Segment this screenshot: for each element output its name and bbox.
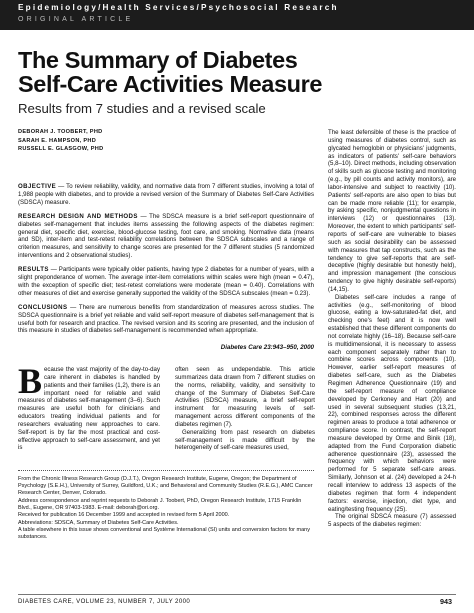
body-paragraph: Diabetes self-care includes a range of activities (e.g., self-monitoring of blood glucose, eating a low-saturated-fat diet, and checking one's feet) and it is now well established that these different components do not correlate highly (16–18). Because self-care is multidimensional, it is necessary to assess each component separately rather than to combine scores across components (10). However, earlier self-report measures of diabetes self-care, such as the Diabetes Regimen Adherence Questionnaire (19) and the self-report measure of compliance developed by Cerkoney and Hart (20) and used in several subsequent studies (13,21, 22), combined responses across the different regimen areas to produce a total adherence or compliance score. In contrast, the self-report measure developed by Orme and Binik (18), adapted from the Fund Corporation diabetic adherence questionnaire (23), assessed the frequency with which behaviors were performed for 5 separate self-care areas. Similarly, Johnson et al. (24) developed a 24-h recall interview to address 13 aspects of the diabetes regimen that form 4 independent factors: exercise, injection, diet type, and eating/testing frequency (25). <box>328 293 456 513</box>
footnote: Abbreviations: SDSCA, Summary of Diabetes Self-Care Activities. <box>18 519 179 526</box>
abstract-methods <box>18 213 314 260</box>
drop-cap: B <box>18 361 43 401</box>
article-title: The Summary of Diabetes Self-Care Activities Measure <box>18 47 323 97</box>
article-subtitle: Results from 7 studies and a revised scale <box>18 101 266 116</box>
footnote-divider <box>18 470 314 471</box>
journal-citation: Diabetes Care 23:943–950, 2000 <box>220 344 314 351</box>
body-column-left <box>18 361 160 452</box>
body-paragraph: The original SDSCA measure (7) assessed 5 aspects of the diabetes regimen: <box>328 513 456 529</box>
results-text: — Participants were typically older patients, having type 2 diabetes for a number of years, with a slight preponderance of women. The average inter-item correlations within scales were high (mean = 0.47), with the exception of specific diet; test-retest correlations were moderate (mean = 0.40). Correlations with other measures of diet and exercise generally supported the validity of the SDSCA subscales (mean = 0.23). <box>18 266 314 297</box>
footnote: Address correspondence and reprint requests to Deborah J. Toobert, PhD, Oregon Research Institute, 1715 Franklin Blvd., Eugene, OR 97403-1983. E-mail: deborah@ori.org. <box>18 497 302 511</box>
abstract-objective <box>18 183 314 207</box>
page-number: 943 <box>440 597 452 606</box>
footer-journal-info: DIABETES CARE, VOLUME 23, NUMBER 7, JULY 2000 <box>18 598 191 605</box>
footnote: A table elsewhere in this issue shows conventional and Système International (SI) units and conversion factors for many substances. <box>18 527 310 541</box>
body-paragraph: The least defensible of these is the practice of using measures of diabetes control, such as glycated hemoglobin or physicians' judgments, as indicators of patients' self-care behaviors (5,8–10). Direct methods, including observation of skills such as glucose testing and monitoring (e.g., by pill counts and activity monitors), are labor-intensive and subject to reactivity (10). Patients' self-reports are also open to bias but can be made more reliable (11); for example, by asking specific, nonjudgmental questions in interviews (12) or questionnaires (13). Moreover, the extent to which participants' self-reports of self-care are vulnerable to biases such as social desirability can be assessed with measures that tap constructs, such as the tendency to give self-reports that are self-deceptive (highly desirable but honestly held), and impression management (the conscious tendency to give highly desirable self-reports) (14,15). <box>328 129 456 293</box>
body-text: often seen as undependable. This article summarizes data drawn from 7 different studies on the norms, reliability, validity, and sensitivity to change of the Summary of Diabetes Self-Care Activities (SDSCA) measure, a brief self-report instrument for measuring levels of self-management across different components of the diabetes regimen (7). <box>175 366 315 428</box>
abstract-conclusions <box>18 304 314 335</box>
objective-text: — To review reliability, validity, and normative data from 7 different studies, involving a total of 1,988 people with diabetes, and to provide a revised version of the Summary of Diabetes Self-Care Activities (SDSCA) measure. <box>18 183 314 206</box>
conclusions-text: — There are numerous benefits from standardization of measures across studies. The SDSCA questionnaire is a brief yet reliable and valid self-report measure of diabetes self-management that is useful both for research and practice. The revised version and its scoring are presented, and the inclusion of this measure in studies of diabetes self-management is recommended when appropriate. <box>18 303 314 335</box>
article-type: ORIGINAL ARTICLE <box>18 16 134 23</box>
footnote: Received for publication 16 December 1999 and accepted in revised form 5 April 2000. <box>18 512 230 519</box>
methods-label: RESEARCH DESIGN AND METHODS <box>18 212 138 220</box>
objective-label: OBJECTIVE <box>18 183 57 190</box>
body-text: Generalizing from past research on diabetes self-management is made difficult by the heterogeneity of self-care measures used, <box>175 428 315 452</box>
abstract-results <box>18 266 314 297</box>
conclusions-label: CONCLUSIONS <box>18 303 68 311</box>
body-text: ecause the vast majority of the day-to-day care inherent in diabetes is handled by patients and their families (1,2), there is an important need for reliable and valid measures of diabetes self-management (3–6). Such measures are useful both for clinicians and educators treating individual patients and for researchers evaluating new approaches to care. Self-report is by far the most practical and cost-effective approach to self-care assessment, and yet is <box>18 366 160 452</box>
footnotes <box>18 476 314 542</box>
abstract <box>18 183 314 342</box>
section-heading: Epidemiology/Health Services/Psychosocial Research <box>18 3 339 12</box>
author: DEBORAH J. TOOBERT, PHD <box>18 129 103 135</box>
author-list <box>18 128 103 154</box>
footer-rule <box>18 594 456 595</box>
body-column-middle <box>175 366 315 452</box>
results-label: RESULTS <box>18 266 49 274</box>
methods-text: — The SDSCA measure is a brief self-report questionnaire of diabetes self-management that includes items assessing the following aspects of the diabetes regimen: general diet, specific diet, exercise, blood-glucose testing, foot care, and smoking. Normative data (means and SD), inter-item and test-retest reliability correlations between the SDSCA subscales and a range of criterion measures, and sensitivity to change scores are presented for the 7 different studies (5 randomized interventions and 2 observational studies). <box>18 212 315 260</box>
body-column-right <box>328 129 456 529</box>
author: SARAH E. HAMPSON, PHD <box>18 137 97 144</box>
footnote: From the Chronic Illness Research Group (D.J.T.), Oregon Research Institute, Eugene, Oregon; the Department of Psychology (S.E.H.), University of Surrey, Guildford, U.K.; and Behavioral and Community Studies (R.E.G.), AMC Cancer Research Center, Denver, Colorado. <box>18 476 313 496</box>
author: RUSSELL E. GLASGOW, PHD <box>18 146 104 152</box>
